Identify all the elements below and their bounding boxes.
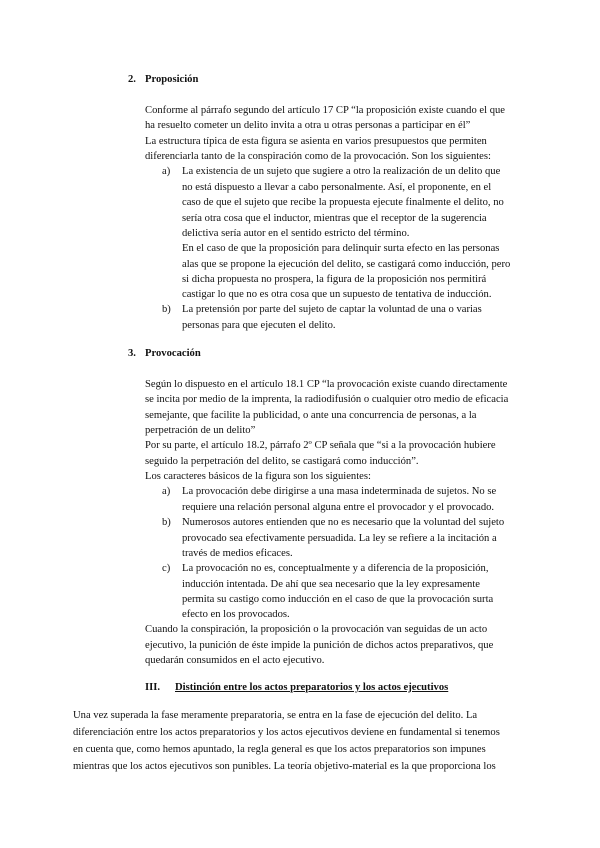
list-item-line: En el caso de que la proposición para delinquir surta efecto en las personas [182, 243, 500, 254]
list-item-line: provocado sea efectivamente persuadida. La ley se refiere a la incitación a [182, 533, 497, 544]
list-item-line: permita su castigo como inducción en el caso de que la provocación surta [182, 594, 494, 605]
s2-quote-line: Conforme al párrafo segundo del artículo 17 CP “la proposición existe cuando el que [145, 105, 505, 116]
s2-quote-line: ha resuelto cometer un delito invita a otra u otras personas a participar en él” [145, 120, 471, 131]
list-item-line: si dicha propuesta no prospera, la figura de la proposición nos permitirá [182, 274, 487, 285]
section-2-title: Proposición [145, 74, 199, 85]
list-item-line: caso de que el sujeto que recibe la propuesta ejecute finalmente el delito, no [182, 197, 504, 208]
list-item-line: castigar lo que no es otra cosa que un supuesto de tentativa de inducción. [182, 289, 492, 300]
s3-text-line: Por su parte, el artículo 18.2, párrafo 2º CP señala que “si a la provocación hubiere [145, 440, 496, 451]
list-item-line: La existencia de un sujeto que sugiere a otro la realización de un delito que [182, 166, 501, 177]
s3-text-line: seguido la perpetración del delito, se castigará como inducción”. [145, 456, 419, 467]
list-item-line: personas para que ejecuten el delito. [182, 320, 336, 331]
body-line: Una vez superada la fase meramente preparatoria, se entra en la fase de ejecución del delito. La [73, 710, 478, 721]
list-marker: a) [162, 166, 171, 177]
section-3-number: 3. [128, 348, 136, 359]
section-2-number: 2. [128, 74, 136, 85]
s3-text-line: perpetración de un delito” [145, 425, 256, 436]
list-marker: b) [162, 517, 171, 528]
list-item-line: La provocación debe dirigirse a una masa indeterminada de sujetos. No se [182, 486, 497, 497]
s3-text-line: Según lo dispuesto en el artículo 18.1 CP “la provocación existe cuando directamente [145, 379, 508, 390]
section-iii-number: III. [145, 682, 161, 693]
s2-intro-line: diferenciarla tanto de la conspiración como de la provocación. Son los siguientes: [145, 151, 491, 162]
list-item-line: Numerosos autores entienden que no es necesario que la voluntad del sujeto [182, 517, 505, 528]
section-iii-title: Distinción entre los actos preparatorios y los actos ejecutivos [175, 682, 449, 693]
s3-closing-line: ejecutivo, la punición de éste impide la punición de dichos actos preparativos, que [145, 640, 494, 651]
list-item-line: efecto en los provocados. [182, 609, 290, 620]
list-item-line: sería otra cosa que el inductor, mientras que el receptor de la sugerencia [182, 213, 487, 224]
s3-text-line: semejante, que facilite la publicidad, o ante una concurrencia de personas, a la [145, 410, 477, 421]
list-item-line: alas que se propone la ejecución del delito, se castigará como inducción, pero [182, 259, 511, 270]
list-marker: c) [162, 563, 171, 574]
list-item-line: inducción intentada. De ahí que sea necesario que la ley expresamente [182, 579, 480, 590]
s3-closing-line: quedarán consumidos en el acto ejecutivo. [145, 655, 325, 666]
list-item-line: La pretensión por parte del sujeto de captar la voluntad de una o varias [182, 304, 482, 315]
list-item-line: requiere una relación personal alguna entre el provocador y el provocado. [182, 502, 495, 513]
list-marker: a) [162, 486, 171, 497]
s3-text-line: Los caracteres básicos de la figura son los siguientes: [145, 471, 371, 482]
list-item-line: no está dispuesto a llevar a cabo personalmente. Así, el proponente, en el [182, 182, 492, 193]
s2-intro-line: La estructura típica de esta figura se asienta en varios presupuestos que permiten [145, 136, 487, 147]
list-item-line: través de medios eficaces. [182, 548, 293, 559]
list-marker: b) [162, 304, 171, 315]
body-line: mientras que los actos ejecutivos son punibles. La teoría objetivo-material es la que proporciona los [73, 761, 496, 772]
section-3-title: Provocación [145, 348, 201, 359]
list-item-line: delictiva sería autor en el sentido estricto del término. [182, 228, 410, 239]
body-line: diferenciación entre los actos preparatorios y los actos ejecutivos deviene en fundamental si tenemos [73, 727, 500, 738]
s3-text-line: se incita por medio de la imprenta, la radiodifusión o cualquier otro medio de eficacia [145, 394, 509, 405]
list-item-line: La provocación no es, conceptualmente y a diferencia de la proposición, [182, 563, 489, 574]
body-line: en cuenta que, como hemos apuntado, la regla general es que los actos preparatorios son impunes [73, 744, 486, 755]
s3-closing-line: Cuando la conspiración, la proposición o la provocación van seguidas de un acto [145, 624, 488, 635]
